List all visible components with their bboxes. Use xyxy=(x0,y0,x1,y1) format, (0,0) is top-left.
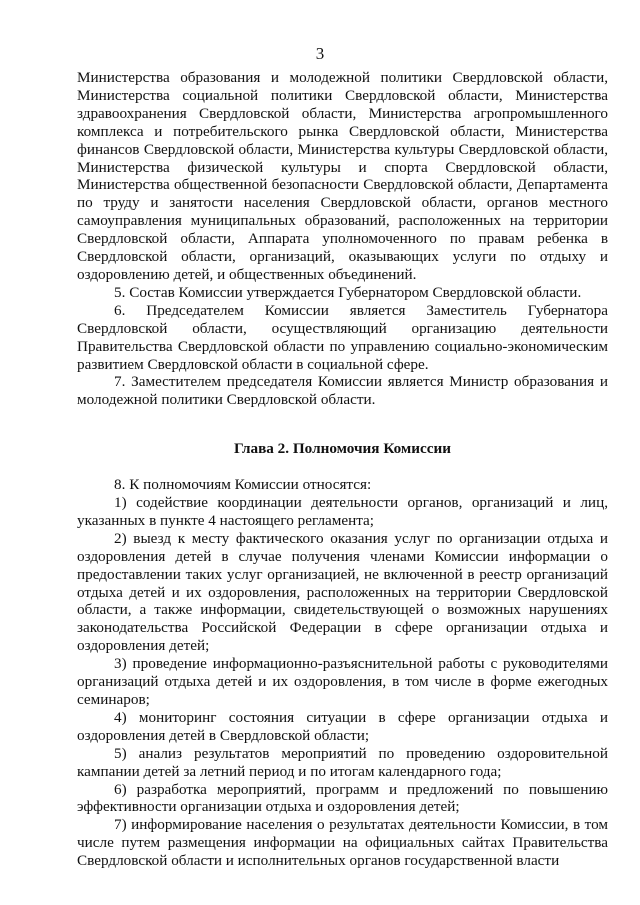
subitem-4: 4) мониторинг состояния ситуации в сфере организации отдыха и оздоровления детей в Свердловской области; xyxy=(77,708,608,744)
paragraph-item-5: 5. Состав Комиссии утверждается Губернатором Свердловской области. xyxy=(114,283,582,301)
paragraph-item-8: 8. К полномочиям Комиссии относятся: xyxy=(114,476,372,494)
subitem-1: 1) содействие координации деятельности органов, организаций и лиц, указанных в пункте 4 настоящего регламента; xyxy=(77,494,608,529)
subitem-5: 5) анализ результатов мероприятий по проведению оздоровительной кампании детей за летний период и по итогам календарного года; xyxy=(77,744,608,780)
page-number: 3 xyxy=(315,44,325,63)
subitem-3: 3) проведение информационно-разъяснительной работы с руководителями организаций отдыха детей и их оздоровления, в том числе в форме ежегодных семинаров; xyxy=(77,655,608,708)
paragraph-item-6: 6. Председателем Комиссии является Заместитель Губернатора Свердловской области, осуществляющий организацию деятельности Правительства Свердловской области по управлению социально-экономическим развитием Свердловской области в социальной сфере. xyxy=(77,301,608,373)
chapter-heading: Глава 2. Полномочия Комиссии xyxy=(234,440,451,458)
subitem-7: 7) информирование населения о результатах деятельности Комиссии, в том числе путем размещения информации на официальных сайтах Правительства Свердловской области и исполнительных органов государственной власти xyxy=(77,816,608,870)
document-body xyxy=(77,69,608,870)
paragraph-item-7: 7. Заместителем председателя Комиссии является Министр образования и молодежной политики Свердловской области. xyxy=(77,373,608,409)
paragraph-ministries-list: Министерства образования и молодежной политики Свердловской области, Министерства социальной политики Свердловской области, Министерства здравоохранения Свердловской области, Министерства агропромышленного комплекса и потребительского рынка Свердловской области, Министерства финансов Свердловской области, Министерства культуры Свердловской области, Министерства физической культуры и спорта Свердловской области, Министерства общественной безопасности Свердловской области, Департамента по труду и занятости населения Свердловской области, органов местного самоуправления муниципальных образований, расположенных на территории Свердловской области, Аппарата уполномоченного по правам ребенка в Свердловской области, организаций, оказывающих услуги по отдыху и оздоровлению детей, и общественных объединений. xyxy=(77,69,608,283)
subitem-6: 6) разработка мероприятий, программ и предложений по повышению эффективности организации отдыха и оздоровления детей; xyxy=(77,780,608,816)
subitem-2: 2) выезд к месту фактического оказания услуг по организации отдыха и оздоровления детей в случае получения членами Комиссии информации о предоставлении таких услуг организацией, не включенной в реестр организаций отдыха детей и их оздоровления, расположенных на территории Свердловской области, а также информации, свидетельствующей о возможных нарушениях законодательства Российской Федерации в сфере организации отдыха и оздоровления детей; xyxy=(77,529,608,655)
